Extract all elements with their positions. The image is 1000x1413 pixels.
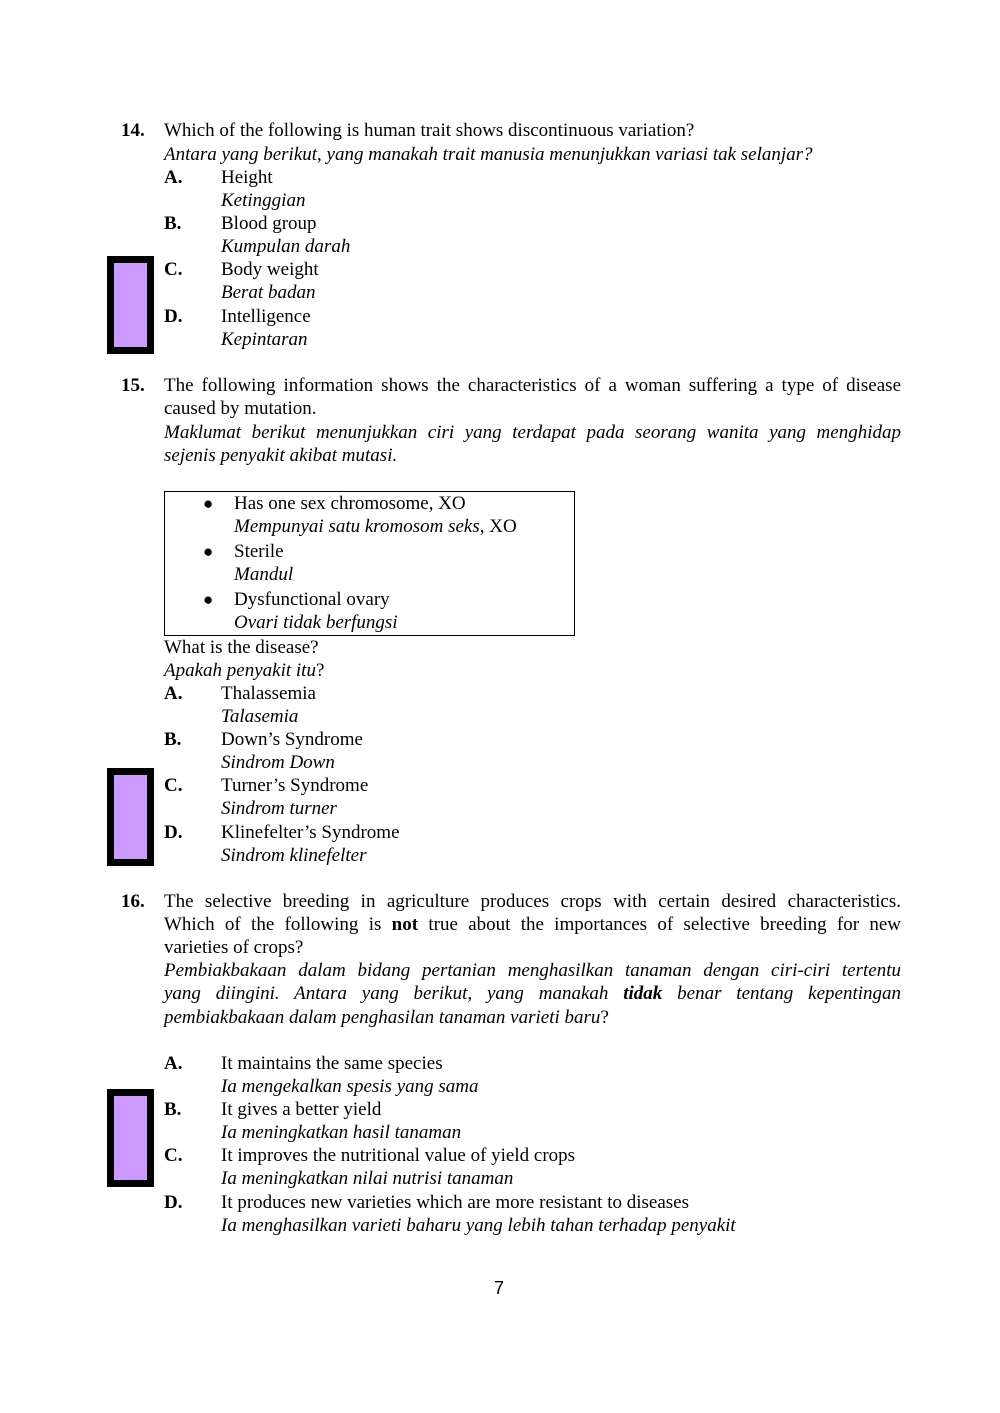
q14-option-b-ms: Kumpulan darah: [221, 236, 351, 257]
q16-intro-ms-line2: [164, 982, 901, 1005]
q16-intro-ms-line3-mark: ?: [600, 1007, 609, 1028]
q14-option-c-ms: Berat badan: [221, 282, 316, 303]
q14-option-d-en: Intelligence: [221, 306, 311, 327]
q15-intro-en-line1: The following information shows the characteristics of a woman suffering a type of disease: [164, 375, 901, 396]
q14-question-en: Which of the following is human trait shows discontinuous variation?: [164, 120, 695, 141]
bullet-icon: ●: [203, 542, 214, 561]
q15-box-item-1-ms: [234, 515, 517, 538]
q15-intro-ms-line1: Maklumat berikut menunjukkan ciri yang terdapat pada seorang wanita yang menghidap: [164, 422, 901, 443]
q14-answer-drop-box[interactable]: [107, 256, 154, 354]
q15-option-a-ms: Talasemia: [221, 706, 299, 727]
q15-option-c-letter: C.: [164, 775, 183, 796]
q15-option-b-ms: Sindrom Down: [221, 752, 335, 773]
q15-box-item-2-ms: Mandul: [234, 564, 294, 585]
q14-option-c-letter: C.: [164, 259, 183, 280]
q16-intro-ms-line2-b: benar tentang kepentingan: [677, 983, 901, 1004]
q16-option-d-ms: Ia menghasilkan varieti baharu yang lebih tahan terhadap penyakit: [221, 1215, 736, 1236]
q16-intro-ms-tidak: tidak: [623, 983, 663, 1004]
q15-box-item-2-en: Sterile: [234, 541, 284, 562]
bullet-icon: ●: [203, 590, 214, 609]
q16-option-b-ms: Ia meningkatkan hasil tanaman: [221, 1122, 462, 1143]
q15-option-a-letter: A.: [164, 683, 183, 704]
q15-box-item-1-en: Has one sex chromosome, XO: [234, 493, 466, 514]
q15-option-c-en: Turner’s Syndrome: [221, 775, 369, 796]
q16-intro-en-line1: The selective breeding in agriculture produces crops with certain desired characteristics.: [164, 891, 901, 912]
q15-option-c-ms: Sindrom turner: [221, 798, 337, 819]
q16-intro-ms-line3-text: pembiakbakaan dalam penghasilan tanaman varieti baru: [164, 1007, 601, 1028]
q16-intro-ms-line2-a: yang diingini. Antara yang berikut, yang manakah: [164, 983, 609, 1004]
q15-option-b-en: Down’s Syndrome: [221, 729, 363, 750]
q16-option-c-letter: C.: [164, 1145, 183, 1166]
q14-option-a-ms: Ketinggian: [221, 190, 306, 211]
q15-box-item-3-en: Dysfunctional ovary: [234, 589, 390, 610]
q16-option-b-letter: B.: [164, 1099, 182, 1120]
q16-option-a-ms: Ia mengekalkan spesis yang sama: [221, 1076, 479, 1097]
q15-box-item-3-ms: Ovari tidak berfungsi: [234, 612, 398, 633]
q15-question-ms-text: Apakah penyakit itu: [164, 660, 316, 681]
q16-answer-drop-box[interactable]: [107, 1089, 154, 1187]
q16-option-a-letter: A.: [164, 1053, 183, 1074]
q15-question-en: What is the disease?: [164, 637, 319, 658]
q14-option-d-letter: D.: [164, 306, 183, 327]
q14-option-d-ms: Kepintaran: [221, 329, 308, 350]
q16-number: 16.: [121, 891, 145, 912]
q14-option-a-en: Height: [221, 167, 273, 188]
q14-option-b-letter: B.: [164, 213, 182, 234]
bullet-icon: ●: [203, 494, 214, 513]
q16-intro-en-line2-a: Which of the following is: [164, 914, 382, 935]
q16-intro-en-line3: varieties of crops?: [164, 937, 304, 958]
q15-answer-drop-box[interactable]: [107, 768, 154, 866]
q15-option-d-en: Klinefelter’s Syndrome: [221, 822, 400, 843]
q16-option-d-en: It produces new varieties which are more resistant to diseases: [221, 1192, 689, 1213]
q16-option-a-en: It maintains the same species: [221, 1053, 443, 1074]
page-number: 7: [494, 1278, 505, 1298]
q15-option-a-en: Thalassemia: [221, 683, 316, 704]
q14-option-b-en: Blood group: [221, 213, 317, 234]
q15-box-item-1-ms-suffix: , XO: [479, 516, 517, 537]
q16-intro-ms-line3: [164, 1006, 609, 1029]
q15-option-b-letter: B.: [164, 729, 182, 750]
q15-number: 15.: [121, 375, 145, 396]
q16-option-c-en: It improves the nutritional value of yield crops: [221, 1145, 576, 1166]
q15-box-item-1-ms-text: Mempunyai satu kromosom seks: [234, 516, 480, 537]
q16-option-d-letter: D.: [164, 1192, 183, 1213]
q14-option-c-en: Body weight: [221, 259, 319, 280]
q16-option-c-ms: Ia meningkatkan nilai nutrisi tanaman: [221, 1168, 514, 1189]
q14-question-ms: Antara yang berikut, yang manakah trait manusia menunjukkan variasi tak selanjar?: [164, 144, 813, 165]
q16-intro-en-line2: [164, 913, 901, 936]
q16-intro-en-line2-b: true about the importances of selective breeding for new: [428, 914, 902, 935]
q16-option-b-en: It gives a better yield: [221, 1099, 382, 1120]
q15-option-d-ms: Sindrom klinefelter: [221, 845, 367, 866]
q15-intro-ms-line2: sejenis penyakit akibat mutasi.: [164, 445, 398, 466]
q14-number: 14.: [121, 120, 145, 141]
q14-option-a-letter: A.: [164, 167, 183, 188]
q15-question-ms: [164, 659, 324, 682]
q15-intro-en-line2: caused by mutation.: [164, 398, 317, 419]
q16-intro-ms-line1: Pembiakbakaan dalam bidang pertanian menghasilkan tanaman dengan ciri-ciri tertentu: [164, 960, 901, 981]
q16-intro-en-not: not: [391, 914, 419, 935]
q15-option-d-letter: D.: [164, 822, 183, 843]
q15-question-ms-mark: ?: [315, 660, 325, 681]
